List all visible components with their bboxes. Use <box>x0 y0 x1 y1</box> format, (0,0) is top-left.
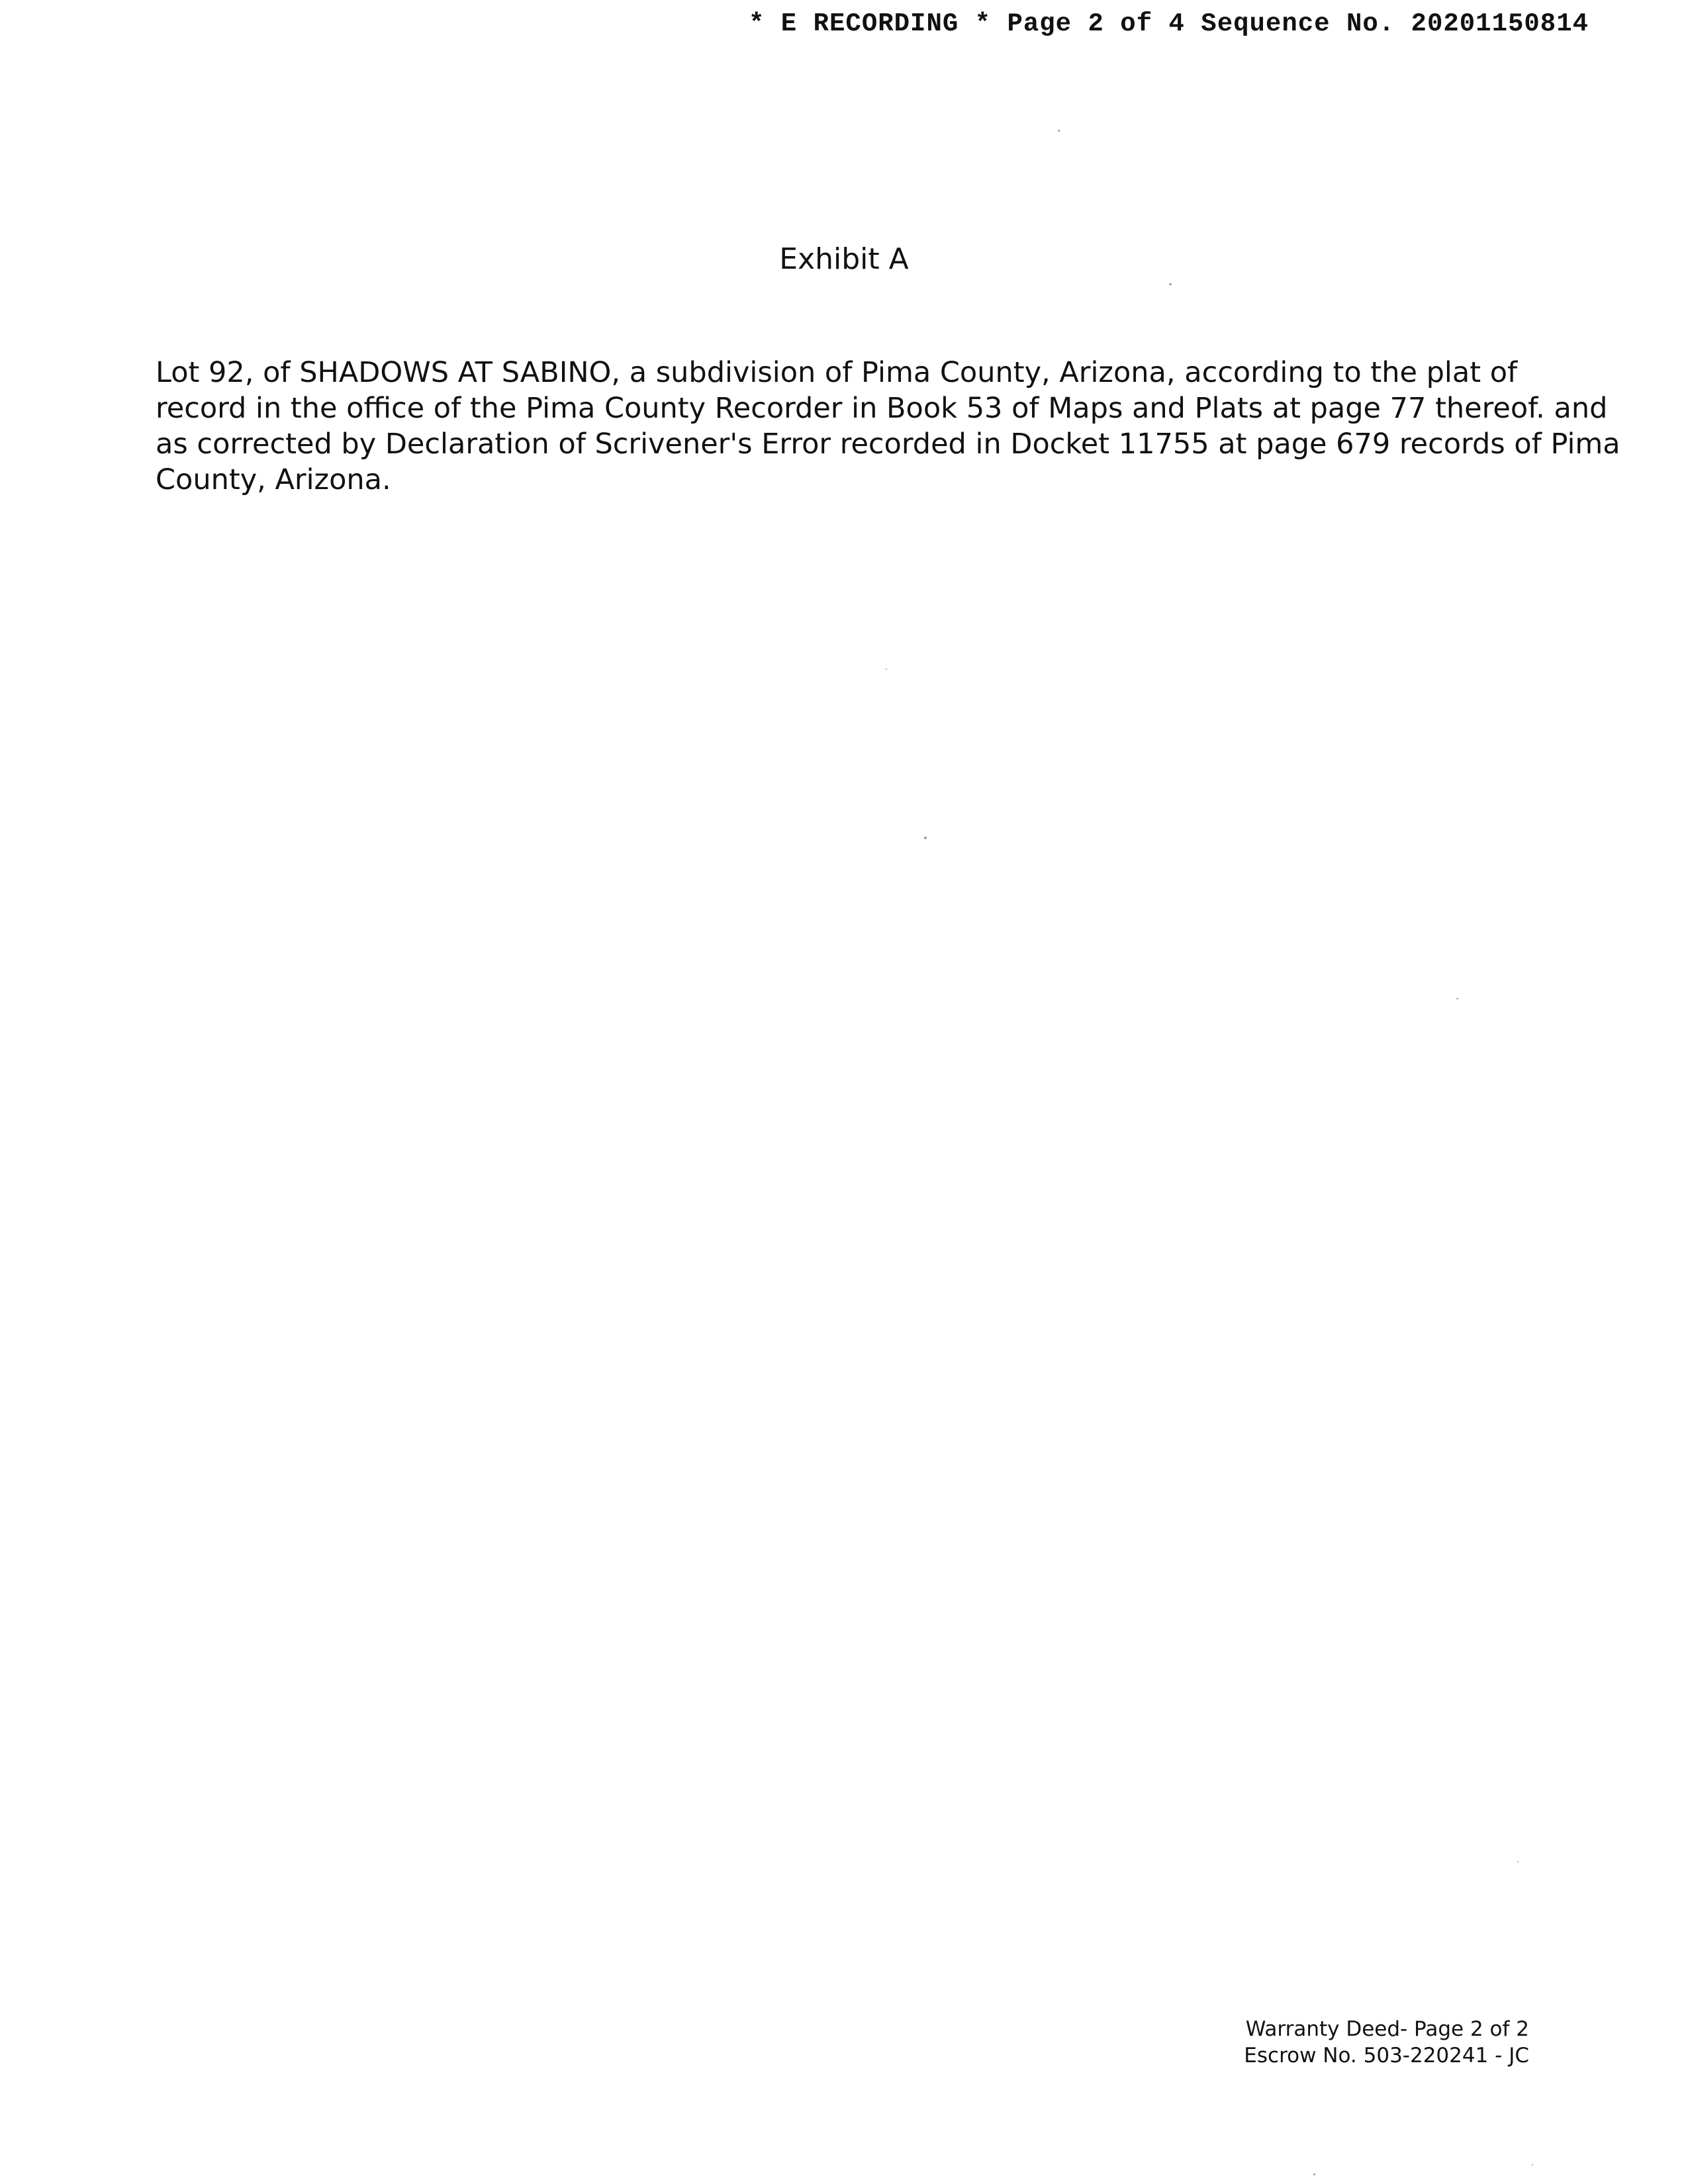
legal-description-line: as corrected by Declaration of Scrivener's Error recorded in Docket 11755 at page 679 records of Pima <box>156 428 1620 461</box>
legal-description-line: Lot 92, of SHADOWS AT SABINO, a subdivision of Pima County, Arizona, according to the plat of <box>156 356 1518 389</box>
scan-speck <box>1058 130 1060 132</box>
scan-speck <box>886 668 887 670</box>
footer-document-page: Warranty Deed- Page 2 of 2 <box>1245 2017 1529 2041</box>
footer-escrow-number: Escrow No. 503-220241 - JC <box>1244 2044 1529 2068</box>
scan-speck <box>1456 998 1458 999</box>
legal-description <box>156 355 1620 498</box>
exhibit-title: Exhibit A <box>779 242 909 276</box>
legal-description-line: record in the office of the Pima County Recorder in Book 53 of Maps and Plats at page 77 thereof. and <box>156 392 1608 425</box>
legal-description-line: County, Arizona. <box>156 463 391 496</box>
page-footer <box>1244 2016 1529 2069</box>
scan-speck <box>1532 2164 1533 2165</box>
scan-speck <box>1517 1861 1519 1862</box>
scan-speck <box>1313 2173 1315 2175</box>
scan-speck <box>1169 283 1172 285</box>
scan-speck <box>924 837 927 839</box>
recording-stamp: * E RECORDING * Page 2 of 4 Sequence No. 20201150814 <box>749 9 1589 38</box>
